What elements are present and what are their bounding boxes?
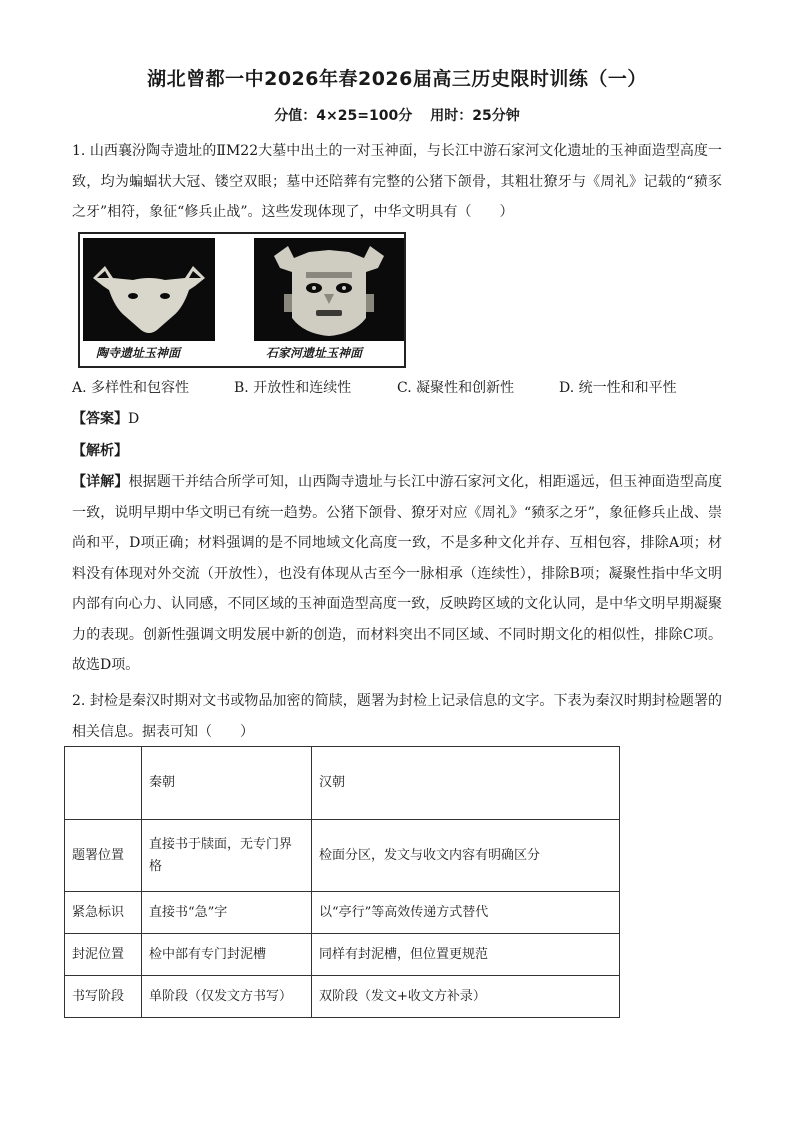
table-row — [65, 820, 620, 892]
analysis-line — [72, 436, 722, 467]
table-cell: 直接书于牍面，无专门界格 — [142, 820, 312, 892]
sealing-slip-table — [64, 746, 620, 1018]
score-info: 分值：4×25=100分 — [274, 108, 413, 124]
table-header-cell: 汉朝 — [312, 747, 620, 820]
table-cell: 紧急标识 — [65, 892, 142, 934]
jade-mask-shape-right — [254, 238, 404, 341]
table-row — [65, 892, 620, 934]
time-info: 用时：25分钟 — [430, 108, 520, 124]
table-cell: 单阶段（仅发文方书写） — [142, 976, 312, 1018]
table-row — [65, 934, 620, 976]
question-2-stem: 2. 封检是秦汉时期对文书或物品加密的简牍，题署为封检上记录信息的文字。下表为秦汉时期封检题署的相关信息。据表可知（ ） — [72, 693, 722, 740]
option-d: D. 统一性和和平性 — [559, 380, 677, 396]
detail-text: 根据题干并结合所学可知，山西陶寺遗址与长江中游石家河文化，相距遥远，但玉神面造型高度一致，说明早期中华文明已有统一趋势。公猪下颌骨、獠牙对应《周礼》“豮豕之牙”，象征修兵止战、崇尚和平，D项正确；材料强调的是不同地域文化高度一致，不是多种文化并存、互相包容，排除A项；材料没有体现对外交流（开放性），也没有体现从古至今一脉相承（连续性），排除B项；凝聚性指中华文明内部有向心力、认同感，不同区域的玉神面造型高度一致，反映跨区域的文化认同，是中华文明早期凝聚力的表现。创新性强调文明发展中新的创造，而材料突出不同区域、不同时期文化的相似性，排除C项。故选D项。 — [72, 474, 723, 673]
analysis-tag: 【解析】 — [72, 443, 128, 459]
table-header-row — [65, 747, 620, 820]
left-image-caption: 陶寺遗址玉神面 — [96, 346, 181, 360]
table-cell: 题署位置 — [65, 820, 142, 892]
answer-value: D — [128, 411, 140, 427]
jade-mask-shape-left — [83, 238, 215, 341]
jade-mask-figure — [78, 232, 406, 368]
table-header-cell: 秦朝 — [142, 747, 312, 820]
table-cell: 检中部有专门封泥槽 — [142, 934, 312, 976]
answer-tag: 【答案】 — [72, 411, 128, 427]
question-1-stem: 1. 山西襄汾陶寺遗址的ⅡM22大墓中出土的一对玉神面，与长江中游石家河文化遗址的玉神面造型高度一致，均为蝙蝠状大冠、镂空双眼；墓中还陪葬有完整的公猪下颌骨，其粗壮獠牙与《周礼》记载的“豮豕之牙”相符，象征“修兵止战”。这些发现体现了，中华文明具有（ ） — [72, 143, 722, 220]
shijiahe-jade-mask-image — [254, 238, 404, 341]
exam-title: 湖北曾都一中2026年春2026届高三历史限时训练（一） — [147, 68, 647, 90]
table-cell: 以“亭行”等高效传递方式替代 — [312, 892, 620, 934]
table-cell: 检面分区，发文与收文内容有明确区分 — [312, 820, 620, 892]
table-cell: 直接书“急”字 — [142, 892, 312, 934]
right-image-caption: 石家河遗址玉神面 — [266, 346, 363, 360]
table-cell: 封泥位置 — [65, 934, 142, 976]
table-header-cell — [65, 747, 142, 820]
exam-meta — [0, 105, 794, 125]
detail-tag: 【详解】 — [72, 474, 129, 490]
question-1-options — [72, 373, 722, 403]
option-a: A. 多样性和包容性 — [72, 380, 190, 396]
table-row — [65, 976, 620, 1018]
detail-paragraph — [72, 467, 722, 681]
table-cell: 同样有封泥槽，但位置更规范 — [312, 934, 620, 976]
option-c: C. 凝聚性和创新性 — [397, 380, 515, 396]
taosi-jade-mask-image — [83, 238, 215, 341]
answer-line — [72, 404, 722, 435]
table-cell: 双阶段（发文+收文方补录） — [312, 976, 620, 1018]
table-cell: 书写阶段 — [65, 976, 142, 1018]
option-b: B. 开放性和连续性 — [234, 380, 352, 396]
